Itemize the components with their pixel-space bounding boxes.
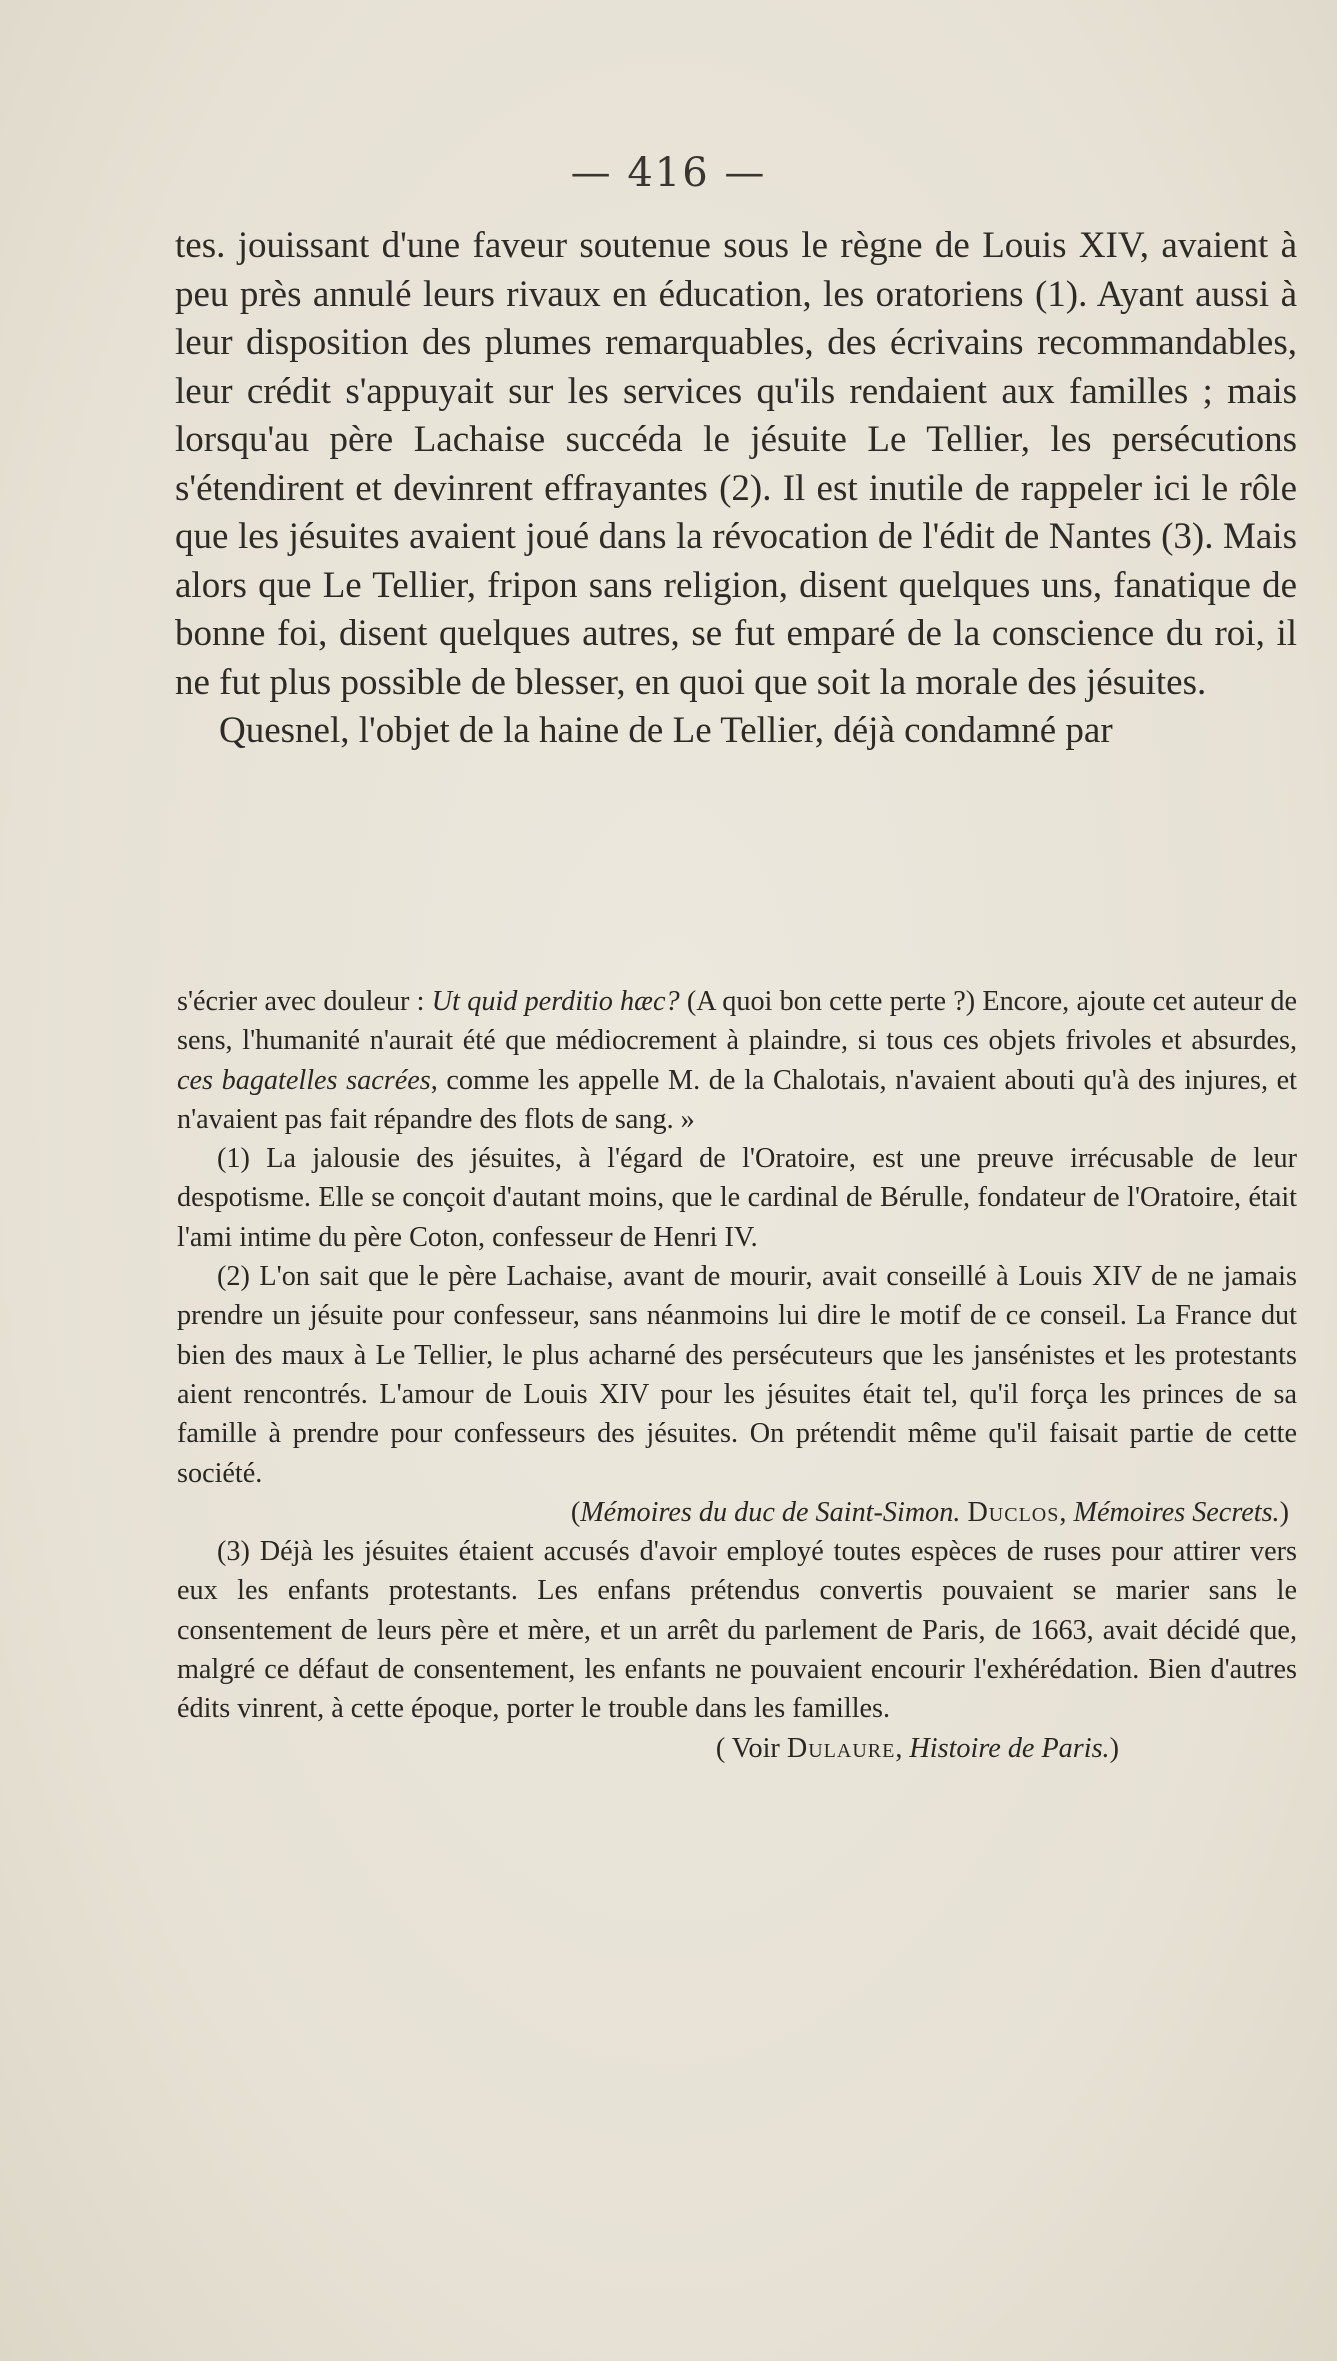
footnote-3: (3) Déjà les jésuites étaient accusés d'avoir employé toutes espèces de ruses pour attirer vers eux les enfants protestants. Les enfans prétendus convertis pouvaient se marier sans le consentement de leurs père et mère, et un arrêt du parlement de Paris, de 1663, avait décidé que, malgré ce défaut de consentement, les enfants ne pouvaient encourir l'exhérédation. Bien d'autres édits vinrent, à cette époque, porter le trouble dans les familles. [177,1536,1297,1725]
main-paragraph: Quesnel, l'objet de la haine de Le Tellier, déjà condamné par [219,710,1113,751]
footnote-2: (2) L'on sait que le père Lachaise, avant de mourir, avait conseillé à Louis XIV de ne jamais prendre un jésuite pour confesseur, sans néanmoins lui dire le motif de ce conseil. La France dut bien des maux à Le Tellier, le plus acharné des persécuteurs que les jansénistes et les protestants aient rencontrés. L'amour de Louis XIV pour les jésuites était tel, qu'il força les princes de sa famille à prendre pour confesseurs des jésuites. On prétendit même qu'il faisait partie de cette société. [177,1261,1297,1489]
footnote-1: (1) La jalousie des jésuites, à l'égard de l'Oratoire, est une preuve irrécusable de leur despotisme. Elle se conçoit d'autant moins, que le cardinal de Bérulle, fondateur de l'Oratoire, était l'ami intime du père Coton, confesseur de Henri IV. [177,1143,1297,1253]
page-number: — 416 — [570,150,767,196]
footnote-2-citation: (Mémoires du duc de Saint-Simon. Duclos, Mémoires Secrets.) [570,1496,1289,1528]
main-paragraph: tes. jouissant d'une faveur soutenue sous le règne de Louis XIV, avaient à peu près annulé leurs rivaux en éducation, les oratoriens (1). Ayant aussi à leur disposition des plumes remarquables, des écrivains recommandables, leur crédit s'appuyait sur les services qu'ils rendaient aux familles ; mais lorsqu'au père Lachaise succéda le jésuite Le Tellier, les persécutions s'étendirent et devinrent effrayantes (2). Il est inutile de rappeler ici le rôle que les jésuites avaient joué dans la révocation de l'édit de Nantes (3). Mais alors que Le Tellier, fripon sans religion, disent quelques uns, fanatique de bonne foi, disent quelques autres, se fut emparé de la conscience du roi, il ne fut plus possible de blesser, en quoi que soit la morale des jésuites. [175,225,1297,703]
footnote-continuation: s'écrier avec douleur : Ut quid perditio hæc? (A quoi bon cette perte ?) Encore, ajoute cet auteur de sens, l'humanité n'aurait été que médiocrement à plaindre, si tous ces objets frivoles et absurdes, ces bagatelles sacrées, comme les appelle M. de la Chalotais, n'avaient abouti qu'à des injures, et n'avaient pas fait répandre des flots de sang. » [177,986,1297,1135]
main-text [175,222,1297,756]
footnotes [177,982,1297,1768]
footnote-3-citation: ( Voir Dulaure, Histoire de Paris.) [715,1732,1119,1764]
